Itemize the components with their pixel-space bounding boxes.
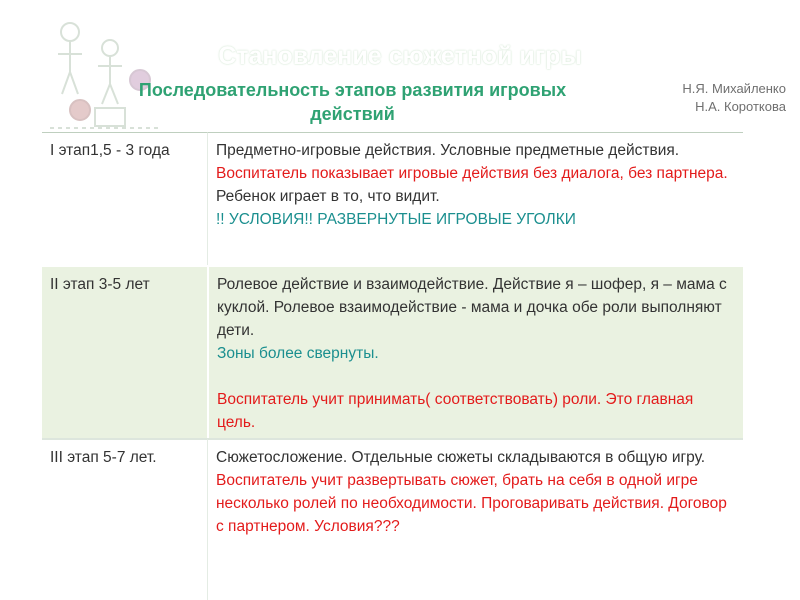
stage-1-note: Ребенок играет в то, что видит. bbox=[216, 188, 440, 205]
subtitle-line-2: действий bbox=[310, 104, 395, 124]
stage-description-1 bbox=[207, 132, 743, 265]
stage-1-desc: Предметно-игровые действия. Условные предметные действия. bbox=[216, 142, 680, 159]
stage-cell-1: I этап1,5 - 3 года bbox=[42, 132, 207, 265]
slide-title: Становление сюжетной игры bbox=[218, 42, 582, 70]
stage-description-2 bbox=[207, 265, 743, 438]
stage-1-teacher: Воспитатель показывает игровые действия без диалога, без партнера. bbox=[216, 165, 728, 182]
stage-2-teacher: Воспитатель учит принимать( соответствовать) роли. Это главная цель. bbox=[217, 391, 694, 431]
authors bbox=[682, 80, 786, 116]
subtitle-line-1: Последовательность этапов развития игровых bbox=[138, 80, 567, 100]
stage-cell-3: III этап 5-7 лет. bbox=[42, 438, 207, 600]
stage-3-teacher: Воспитатель учит развертывать сюжет, брать на себя в одной игре несколько ролей по необходимости. Проговаривать действия. Договор с партнером. Условия??? bbox=[216, 472, 727, 535]
stage-description-3 bbox=[207, 438, 743, 600]
author-1: Н.Я. Михайленко bbox=[682, 81, 786, 96]
stage-cell-2: II этап 3-5 лет bbox=[42, 265, 207, 438]
stages-table bbox=[40, 132, 743, 600]
stage-2-zones: Зоны более свернуты. bbox=[217, 345, 379, 362]
stage-1-conditions: !! УСЛОВИЯ!! РАЗВЕРНУТЫЕ ИГРОВЫЕ УГОЛКИ bbox=[216, 211, 576, 228]
slide-subtitle bbox=[80, 78, 625, 126]
stage-2-desc: Ролевое действие и взаимодействие. Действие я – шофер, я – мама с куклой. Ролевое взаимодействие - мама и дочка обе роли выполняют дети. bbox=[217, 276, 727, 339]
author-2: Н.А. Короткова bbox=[695, 99, 786, 114]
stage-3-desc: Сюжетосложение. Отдельные сюжеты складываются в общую игру. bbox=[216, 449, 706, 466]
